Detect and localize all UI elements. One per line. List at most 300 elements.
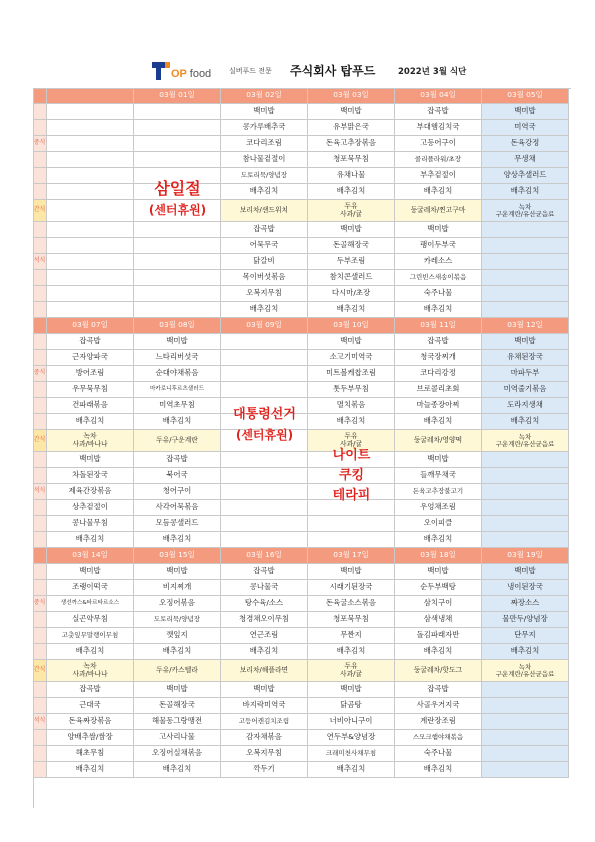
week-header-row	[33, 88, 571, 104]
row-label	[33, 548, 47, 564]
dinner-row	[33, 302, 571, 318]
menu-cell	[134, 152, 221, 168]
menu-cell	[47, 120, 134, 136]
menu-cell: 청어구이	[134, 484, 221, 500]
menu-cell: 조랭이떡국	[47, 580, 134, 596]
menu-cell: 배추김치	[47, 414, 134, 430]
menu-cell	[47, 104, 134, 120]
date-header: 03월 17일	[308, 548, 395, 564]
menu-cell: 돈육굴소스볶음	[308, 596, 395, 612]
week-header-row	[33, 318, 571, 334]
menu-cell: 백미밥	[134, 682, 221, 698]
menu-cell: 잡곡밥	[47, 334, 134, 350]
menu-cell	[134, 238, 221, 254]
menu-month: 2022년 3월 식단	[398, 67, 467, 77]
menu-cell: 배추김치	[47, 532, 134, 548]
snack-cell	[308, 200, 395, 222]
menu-cell: 돈골해장국	[134, 698, 221, 714]
lunch-row	[33, 382, 571, 398]
menu-cell: 우무묵무침	[47, 382, 134, 398]
menu-cell: 들깨무채국	[395, 468, 482, 484]
snack-cell	[221, 660, 308, 682]
dinner-label	[33, 222, 47, 238]
snack-line: 보리차/해플라면	[239, 665, 289, 674]
date-header: 03월 05일	[482, 88, 569, 104]
menu-cell: 제육간장볶음	[47, 484, 134, 500]
menu-cell: 건파래볶음	[47, 398, 134, 414]
menu-cell	[482, 452, 569, 468]
menu-cell: 콩나물무침	[47, 516, 134, 532]
menu-cell	[482, 254, 569, 270]
menu-cell: 닭갈비	[221, 254, 308, 270]
menu-cell: 모듬콩샐러드	[134, 516, 221, 532]
menu-cell: 미역국	[482, 120, 569, 136]
lunch-label	[33, 414, 47, 430]
menu-cell	[482, 746, 569, 762]
menu-cell: 잡곡밥	[395, 682, 482, 698]
menu-cell: 멸치볶음	[308, 398, 395, 414]
lunch-label: 중식	[33, 596, 47, 612]
menu-cell: 고사리나물	[134, 730, 221, 746]
date-header: 03월 09일	[221, 318, 308, 334]
holiday-samil-title: 삼일절	[154, 179, 201, 198]
logo-mark	[152, 62, 170, 80]
menu-cell: 돈육고추장불고기	[395, 484, 482, 500]
snack-line: 사과/귤	[340, 669, 362, 678]
dinner-label	[33, 762, 47, 778]
dinner-label	[33, 730, 47, 746]
menu-cell: 유부맑은국	[308, 120, 395, 136]
menu-cell: 백미밥	[395, 452, 482, 468]
lunch-row	[33, 152, 571, 168]
menu-cell: 순대야채볶음	[134, 366, 221, 382]
menu-cell: 배추김치	[395, 762, 482, 778]
dinner-row	[33, 698, 571, 714]
menu-cell: 잡곡밥	[134, 452, 221, 468]
menu-cell: 백미밥	[482, 564, 569, 580]
menu-cell: 오징어실채볶음	[134, 746, 221, 762]
menu-cell	[221, 382, 308, 398]
menu-cell: 백미밥	[47, 452, 134, 468]
menu-cell: 유채나물	[308, 168, 395, 184]
menu-cell: 백미밥	[395, 222, 482, 238]
menu-cell: 실곤약무침	[47, 612, 134, 628]
menu-cell: 배추김치	[395, 644, 482, 660]
menu-cell: 마파두부	[482, 366, 569, 382]
menu-cell: 비지찌개	[134, 580, 221, 596]
logo-food: food	[189, 68, 212, 80]
menu-cell: 시래기된장국	[308, 580, 395, 596]
menu-cell: 사골우거지국	[395, 698, 482, 714]
menu-cell: 배추김치	[134, 644, 221, 660]
menu-cell: 배추김치	[47, 644, 134, 660]
menu-cell: 배추김치	[395, 302, 482, 318]
lunch-label	[33, 382, 47, 398]
dinner-row	[33, 238, 571, 254]
menu-cell	[482, 532, 569, 548]
menu-cell: 배추김치	[134, 532, 221, 548]
lunch-label: 중식	[33, 136, 47, 152]
night-cooking-line2: 쿠킹	[338, 468, 365, 483]
lunch-label	[33, 120, 47, 136]
holiday-election-note: (센터휴원)	[235, 428, 294, 442]
lunch-label	[33, 564, 47, 580]
menu-cell: 상추겉절이	[47, 500, 134, 516]
menu-cell: 북어국	[134, 468, 221, 484]
snack-cell	[395, 200, 482, 222]
menu-cell: 양상추샐러드	[482, 168, 569, 184]
date-header: 03월 12일	[482, 318, 569, 334]
menu-cell: 소고기미역국	[308, 350, 395, 366]
menu-cell: 콩나물국	[221, 580, 308, 596]
snack-line: 구운계란/유산균음료	[495, 439, 555, 448]
night-cooking-therapy	[308, 446, 395, 506]
snack-cell	[134, 430, 221, 452]
lunch-label	[33, 350, 47, 366]
snack-cell	[308, 660, 395, 682]
lunch-label: 중식	[33, 366, 47, 382]
lunch-label	[33, 398, 47, 414]
lunch-label	[33, 168, 47, 184]
menu-cell: 잡곡밥	[221, 564, 308, 580]
menu-cell: 배추김치	[221, 302, 308, 318]
menu-cell: 청경채오이무침	[221, 612, 308, 628]
snack-row	[33, 200, 571, 222]
dinner-label	[33, 286, 47, 302]
lunch-row	[33, 104, 571, 120]
menu-cell: 닭곰탕	[308, 698, 395, 714]
lunch-row	[33, 612, 571, 628]
menu-cell: 깻잎지	[134, 628, 221, 644]
menu-cell	[308, 532, 395, 548]
menu-cell	[221, 452, 308, 468]
menu-cell: 도토리묵/양념장	[221, 168, 308, 184]
menu-cell	[482, 730, 569, 746]
lunch-row	[33, 628, 571, 644]
menu-cell: 두부조림	[308, 254, 395, 270]
menu-cell: 고춧잎무말랭이무침	[47, 628, 134, 644]
logo-op: OP	[171, 68, 187, 80]
dinner-row	[33, 484, 571, 500]
week-header-row	[33, 548, 571, 564]
menu-cell: 그린빈스새송이볶음	[395, 270, 482, 286]
holiday-samil	[134, 178, 221, 220]
menu-cell	[47, 152, 134, 168]
lunch-row	[33, 596, 571, 612]
holiday-election-title: 대통령선거	[233, 407, 296, 422]
snack-cell	[221, 200, 308, 222]
snack-cell	[134, 660, 221, 682]
menu-cell: 계란장조림	[395, 714, 482, 730]
snack-label: 간식	[33, 200, 47, 222]
holiday-election	[221, 405, 308, 445]
night-cooking-line3: 테라피	[332, 488, 371, 503]
date-header: 03월 15일	[134, 548, 221, 564]
menu-cell: 느타리버섯국	[134, 350, 221, 366]
menu-cell: 청포묵무침	[308, 612, 395, 628]
menu-cell: 백미밥	[308, 104, 395, 120]
menu-cell	[221, 468, 308, 484]
date-header: 03월 02일	[221, 88, 308, 104]
menu-cell: 팽이두부국	[395, 238, 482, 254]
menu-cell: 순두부백탕	[395, 580, 482, 596]
dinner-row	[33, 500, 571, 516]
menu-cell: 목이버섯볶음	[221, 270, 308, 286]
dinner-row	[33, 270, 571, 286]
menu-cell: 마늘종장아찌	[395, 398, 482, 414]
dinner-row	[33, 516, 571, 532]
date-header: 03월 16일	[221, 548, 308, 564]
snack-line: 녹차	[83, 432, 97, 441]
menu-cell	[47, 238, 134, 254]
menu-cell: 유채된장국	[482, 350, 569, 366]
menu-cell: 배추김치	[134, 414, 221, 430]
dinner-label	[33, 500, 47, 516]
night-cooking-line1: 나이트	[332, 448, 371, 463]
menu-cell: 참치콘샐러드	[308, 270, 395, 286]
menu-cell: 고등어캔김치조림	[221, 714, 308, 730]
menu-cell	[134, 286, 221, 302]
menu-cell	[134, 270, 221, 286]
lunch-label	[33, 644, 47, 660]
menu-cell: 생선까스&타르타르소스	[47, 596, 134, 612]
menu-cell: 백미밥	[308, 564, 395, 580]
dinner-row	[33, 746, 571, 762]
snack-line: 사과/귤	[340, 439, 362, 448]
lunch-label	[33, 628, 47, 644]
menu-cell: 배추김치	[482, 644, 569, 660]
menu-cell: 부추겉절이	[395, 168, 482, 184]
page-header	[0, 0, 595, 88]
dinner-label	[33, 270, 47, 286]
date-header: 03월 01일	[134, 88, 221, 104]
menu-cell: 톳두부무침	[308, 382, 395, 398]
menu-cell: 배추김치	[308, 302, 395, 318]
dinner-row	[33, 468, 571, 484]
snack-line: 둥굴레차/핫도그	[413, 665, 463, 674]
menu-cell	[308, 516, 395, 532]
lunch-label	[33, 580, 47, 596]
dinner-label	[33, 698, 47, 714]
menu-cell: 배추김치	[308, 184, 395, 200]
menu-cell	[134, 302, 221, 318]
date-header: 03월 18일	[395, 548, 482, 564]
menu-cell	[221, 484, 308, 500]
menu-cell: 오복지무침	[221, 286, 308, 302]
date-header: 03월 04일	[395, 88, 482, 104]
snack-line: 두유	[344, 662, 358, 671]
snack-line: 녹차	[518, 432, 532, 441]
menu-cell	[134, 254, 221, 270]
menu-cell: 부대햄김치국	[395, 120, 482, 136]
lunch-row	[33, 580, 571, 596]
lunch-row	[33, 564, 571, 580]
menu-cell: 깍두기	[221, 762, 308, 778]
menu-cell: 청포묵무침	[308, 152, 395, 168]
snack-line: 두유	[344, 202, 358, 211]
menu-cell	[47, 136, 134, 152]
snack-line: 구운계란/유산균음료	[495, 669, 555, 678]
lunch-row	[33, 350, 571, 366]
menu-cell: 배추김치	[221, 184, 308, 200]
menu-cell: 백미밥	[47, 564, 134, 580]
snack-row	[33, 660, 571, 682]
menu-cell: 백미밥	[308, 222, 395, 238]
menu-cell: 카레소스	[395, 254, 482, 270]
menu-cell: 너비아니구이	[308, 714, 395, 730]
menu-cell	[482, 286, 569, 302]
snack-cell	[395, 430, 482, 452]
snack-cell	[482, 430, 569, 452]
snack-line: 보리차/샌드위치	[239, 205, 289, 214]
menu-cell: 백미밥	[482, 334, 569, 350]
dinner-label	[33, 532, 47, 548]
menu-cell: 감자채볶음	[221, 730, 308, 746]
menu-cell: 방어조림	[47, 366, 134, 382]
menu-cell: 배추김치	[47, 762, 134, 778]
snack-line: 사과/바나나	[72, 669, 108, 678]
snack-line: 사과/바나나	[72, 439, 108, 448]
menu-cell: 코다리조림	[221, 136, 308, 152]
menu-cell: 해물동그랑땡전	[134, 714, 221, 730]
menu-cell: 짜장소스	[482, 596, 569, 612]
menu-cell: 배추김치	[221, 644, 308, 660]
dinner-row	[33, 286, 571, 302]
menu-cell	[482, 468, 569, 484]
menu-cell: 양배추쌈/쌈장	[47, 730, 134, 746]
menu-cell	[221, 516, 308, 532]
menu-cell: 백미밥	[221, 682, 308, 698]
lunch-row	[33, 168, 571, 184]
menu-cell: 돈골해장국	[308, 238, 395, 254]
menu-cell: 단무지	[482, 628, 569, 644]
menu-cell: 미역초무침	[134, 398, 221, 414]
menu-cell: 백미밥	[134, 564, 221, 580]
dinner-row	[33, 452, 571, 468]
dinner-label	[33, 238, 47, 254]
lunch-row	[33, 120, 571, 136]
menu-cell	[47, 286, 134, 302]
snack-line: 녹차	[518, 662, 532, 671]
lunch-label	[33, 184, 47, 200]
menu-cell: 도라지생채	[482, 398, 569, 414]
date-header: 03월 11일	[395, 318, 482, 334]
menu-cell	[221, 366, 308, 382]
menu-cell: 미역줄기볶음	[482, 382, 569, 398]
menu-cell: 연근조림	[221, 628, 308, 644]
menu-cell	[221, 350, 308, 366]
menu-cell: 돈육강정	[482, 136, 569, 152]
date-header	[47, 88, 134, 104]
date-header: 03월 19일	[482, 548, 569, 564]
menu-cell: 콩가루배추국	[221, 120, 308, 136]
menu-cell: 어묵무국	[221, 238, 308, 254]
dinner-row	[33, 222, 571, 238]
lunch-row	[33, 366, 571, 382]
menu-cell	[482, 714, 569, 730]
menu-cell	[134, 136, 221, 152]
lunch-row	[33, 184, 571, 200]
menu-cell: 우엉채조림	[395, 500, 482, 516]
menu-cell: 해초무침	[47, 746, 134, 762]
menu-cell: 도토리묵/양념장	[134, 612, 221, 628]
menu-cell	[47, 254, 134, 270]
dinner-label	[33, 682, 47, 698]
menu-cell	[221, 334, 308, 350]
menu-cell: 돈육고추장볶음	[308, 136, 395, 152]
menu-cell: 배추김치	[308, 762, 395, 778]
menu-cell	[482, 484, 569, 500]
menu-cell: 백미밥	[221, 104, 308, 120]
menu-cell	[482, 762, 569, 778]
menu-cell: 오복지무침	[221, 746, 308, 762]
menu-cell	[482, 222, 569, 238]
menu-cell: 크래미천사채무침	[308, 746, 395, 762]
menu-cell	[221, 500, 308, 516]
menu-cell: 배추김치	[308, 644, 395, 660]
menu-cell: 잡곡밥	[221, 222, 308, 238]
menu-cell	[482, 500, 569, 516]
dinner-label	[33, 746, 47, 762]
dinner-label	[33, 468, 47, 484]
dinner-row	[33, 682, 571, 698]
menu-cell	[47, 184, 134, 200]
snack-line: 두유	[344, 432, 358, 441]
snack-label: 간식	[33, 660, 47, 682]
row-label	[33, 88, 47, 104]
menu-cell: 무짠지	[308, 628, 395, 644]
lunch-label	[33, 104, 47, 120]
snack-cell	[47, 430, 134, 452]
dinner-row	[33, 730, 571, 746]
lunch-label	[33, 612, 47, 628]
menu-cell: 사각어묵볶음	[134, 500, 221, 516]
snack-line: 둥굴레차/영양떡	[413, 435, 463, 444]
menu-cell	[482, 516, 569, 532]
menu-cell: 참나물겉절이	[221, 152, 308, 168]
row-label	[33, 318, 47, 334]
menu-cell: 숙주나물	[395, 286, 482, 302]
menu-cell: 배추김치	[482, 184, 569, 200]
menu-cell	[482, 302, 569, 318]
menu-cell: 백미밥	[395, 564, 482, 580]
menu-cell: 스모크햄야채볶음	[395, 730, 482, 746]
menu-cell: 잡곡밥	[47, 682, 134, 698]
menu-cell: 고등어구이	[395, 136, 482, 152]
date-header: 03월 07일	[47, 318, 134, 334]
menu-cell: 백미밥	[482, 104, 569, 120]
menu-cell: 돈육짜장볶음	[47, 714, 134, 730]
menu-cell: 다시마/초장	[308, 286, 395, 302]
dinner-row	[33, 714, 571, 730]
menu-cell: 배추김치	[395, 414, 482, 430]
snack-line: 두유/카스텔라	[156, 665, 198, 674]
snack-label: 간식	[33, 430, 47, 452]
dinner-label	[33, 516, 47, 532]
menu-cell: 물만두/양념장	[482, 612, 569, 628]
snack-line: 녹차	[83, 662, 97, 671]
dinner-label	[33, 302, 47, 318]
lunch-row	[33, 644, 571, 660]
menu-cell: 백미밥	[134, 334, 221, 350]
snack-line: 녹차	[518, 202, 532, 211]
lunch-label	[33, 152, 47, 168]
menu-cell: 배추김치	[395, 532, 482, 548]
menu-cell	[47, 222, 134, 238]
menu-cell	[221, 532, 308, 548]
snack-line: 사과/귤	[340, 209, 362, 218]
menu-cell: 배추김치	[134, 762, 221, 778]
